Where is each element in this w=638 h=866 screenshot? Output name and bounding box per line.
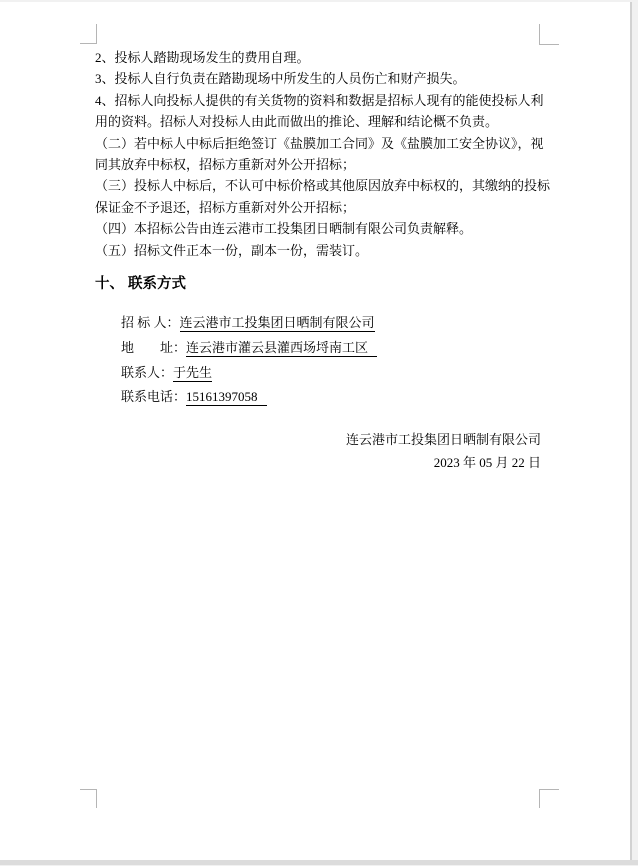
document-page bbox=[0, 2, 632, 860]
contact-row-phone bbox=[121, 385, 541, 410]
body-line: 用的资料。招标人对投标人由此而做出的推论、理解和结论概不负责。 bbox=[95, 114, 499, 130]
signature-company: 连云港市工投集团日晒制有限公司 bbox=[345, 431, 541, 447]
document-text-block bbox=[95, 47, 551, 474]
contact-value-phone: 15161397058 bbox=[186, 389, 267, 406]
margin-mark-top-left-icon bbox=[80, 24, 97, 44]
body-line: 保证金不予退还，招标方重新对外公开招标； bbox=[95, 199, 356, 215]
contact-section-heading: 十、 联系方式 bbox=[95, 276, 187, 293]
contact-value-person: 于先生 bbox=[173, 364, 213, 380]
contact-label: 地 址： bbox=[121, 340, 187, 356]
page-bottom-edge bbox=[0, 860, 638, 865]
contact-value-tenderer: 连云港市工投集团日晒制有限公司 bbox=[179, 315, 375, 331]
body-line: 4、招标人向投标人提供的有关货物的资料和数据是招标人现有的能使投标人利 bbox=[95, 92, 544, 108]
margin-mark-top-right-icon bbox=[539, 24, 559, 45]
margin-mark-bottom-right-icon bbox=[539, 789, 559, 808]
contact-row-person bbox=[121, 361, 541, 386]
body-line: 同其放弃中标权，招标方重新对外公开招标； bbox=[95, 157, 356, 173]
margin-mark-bottom-left-icon bbox=[80, 789, 97, 808]
signature-block bbox=[95, 428, 541, 474]
contact-label: 招 标 人： bbox=[121, 315, 180, 331]
contact-value-address: 连云港市灌云县灌西场埒南工区 bbox=[186, 340, 377, 357]
body-line: 2、投标人踏勘现场发生的费用自理。 bbox=[95, 50, 310, 65]
signature-date: 2023 年 05 月 22 日 bbox=[433, 454, 541, 470]
body-line: 3、投标人自行负责在踏勘现场中所发生的人员伤亡和财产损失。 bbox=[95, 71, 466, 87]
body-line: （四）本招标公告由连云港市工投集团日晒制有限公司负责解释。 bbox=[95, 221, 473, 237]
body-line: （二）若中标人中标后拒绝签订《盐膜加工合同》及《盐膜加工安全协议》，视 bbox=[95, 135, 544, 151]
body-line: （三）投标人中标后，不认可中标价格或其他原因放弃中标权的，其缴纳的投标 bbox=[95, 178, 551, 194]
contact-label: 联系人： bbox=[121, 364, 174, 380]
contact-row-address bbox=[121, 336, 541, 361]
contact-row-tenderer bbox=[121, 311, 541, 336]
contact-block bbox=[95, 311, 541, 409]
contact-label: 联系电话： bbox=[121, 389, 187, 405]
body-line: （五）招标文件正本一份，副本一份，需装订。 bbox=[95, 242, 369, 258]
